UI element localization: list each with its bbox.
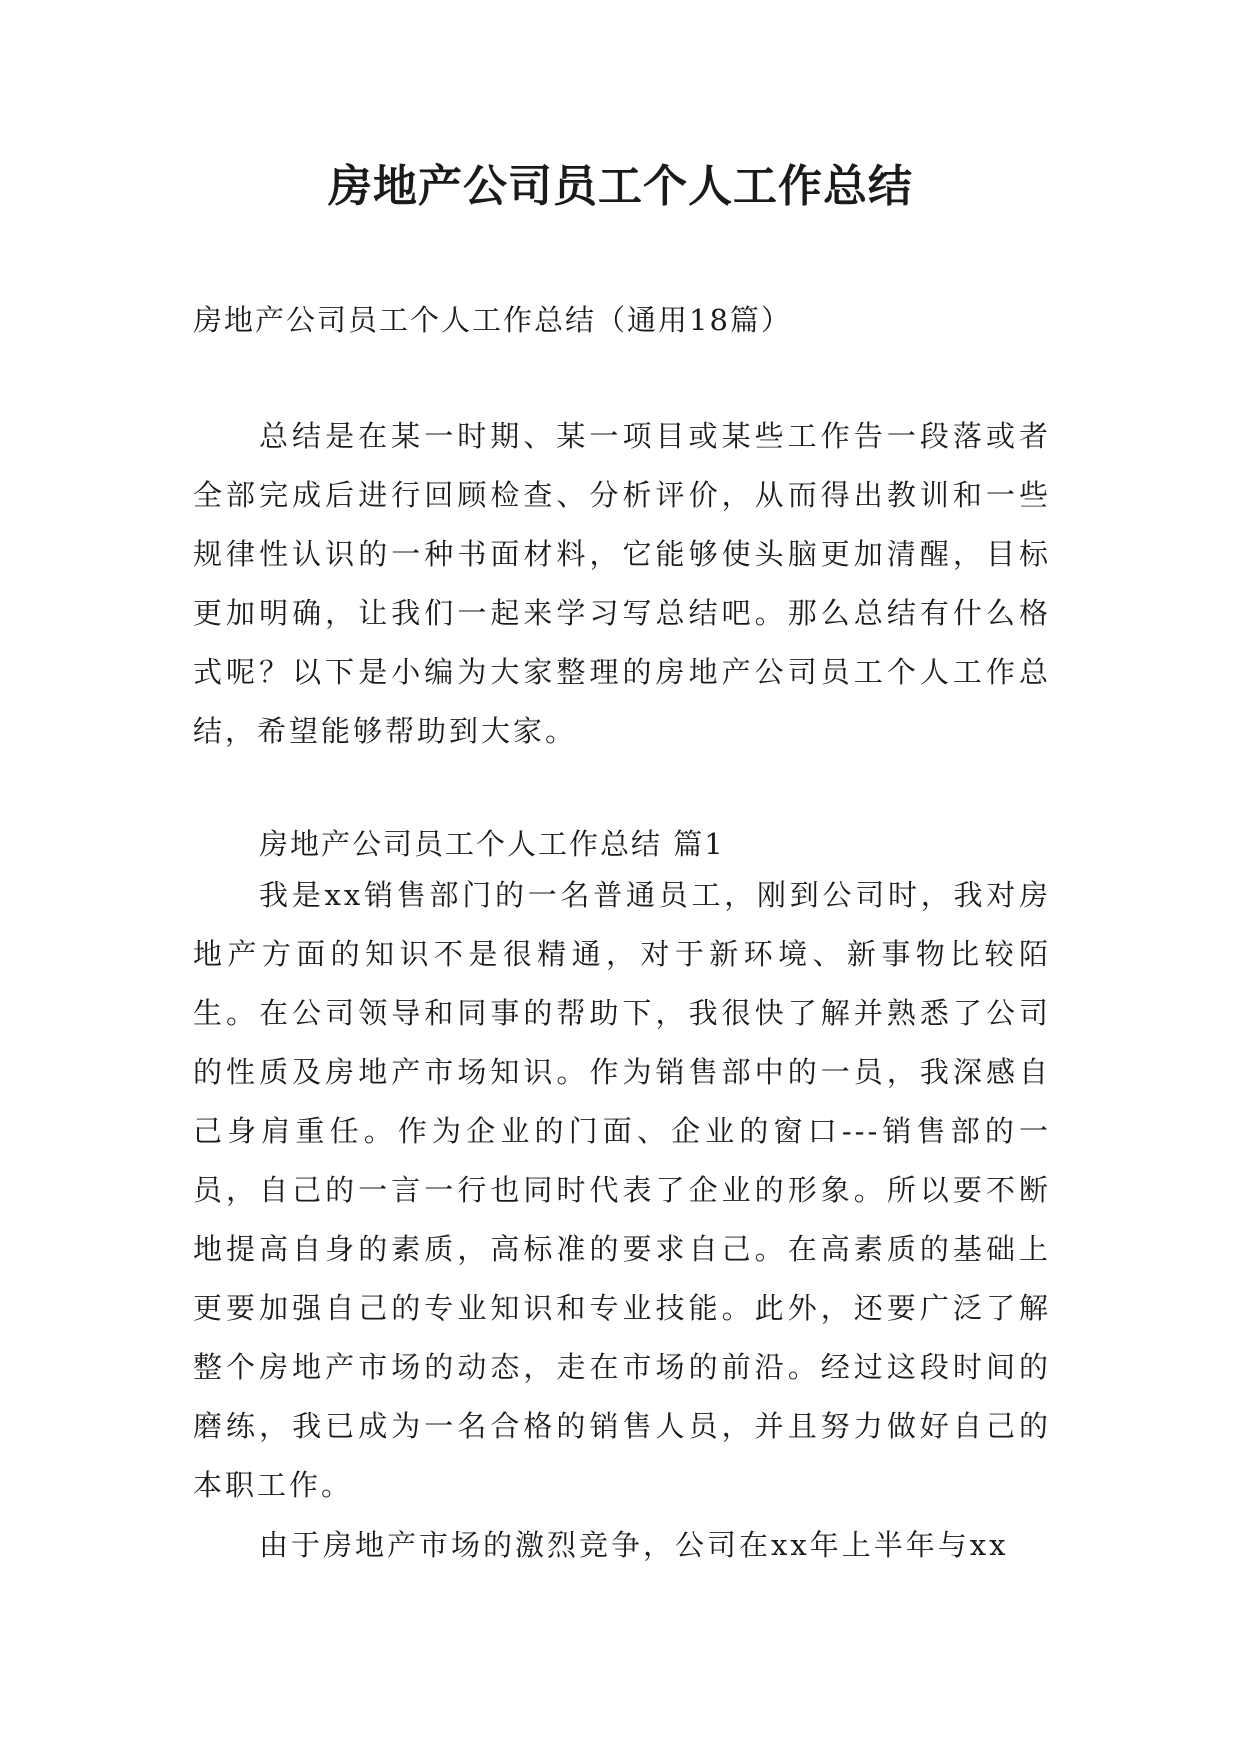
section-heading: 房地产公司员工个人工作总结 篇1 xyxy=(259,827,725,861)
intro-paragraph: 总结是在某一时期、某一项目或某些工作告一段落或者全部完成后进行回顾检查、分析评价，从而得出教训和一些规律性认识的一种书面材料，它能够使头脑更加清醒，目标更加明确，让我们一起来学习写总结吧。那么总结有什么格式呢？以下是小编为大家整理的房地产公司员工个人工作总结，希望能够帮助到大家。 xyxy=(193,419,1051,748)
body-paragraph-2: 由于房地产市场的激烈竞争，公司在xx年上半年与xx xyxy=(259,1528,1009,1562)
document-subtitle: 房地产公司员工个人工作总结（通用18篇） xyxy=(193,303,792,337)
body-paragraph-1: 我是xx销售部门的一名普通员工，刚到公司时，我对房地产方面的知识不是很精通，对于新环境、新事物比较陌生。在公司领导和同事的帮助下，我很快了解并熟悉了公司的性质及房地产市场知识。作为销售部中的一员，我深感自己身肩重任。作为企业的门面、企业的窗口---销售部的一员，自己的一言一行也同时代表了企业的形象。所以要不断地提高自身的素质，高标准的要求自己。在高素质的基础上更要加强自己的专业知识和专业技能。此外，还要广泛了解整个房地产市场的动态，走在市场的前沿。经过这段时间的磨练，我已成为一名合格的销售人员，并且努力做好自己的本职工作。 xyxy=(193,878,1051,1502)
document-title: 房地产公司员工个人工作总结 xyxy=(328,161,913,212)
